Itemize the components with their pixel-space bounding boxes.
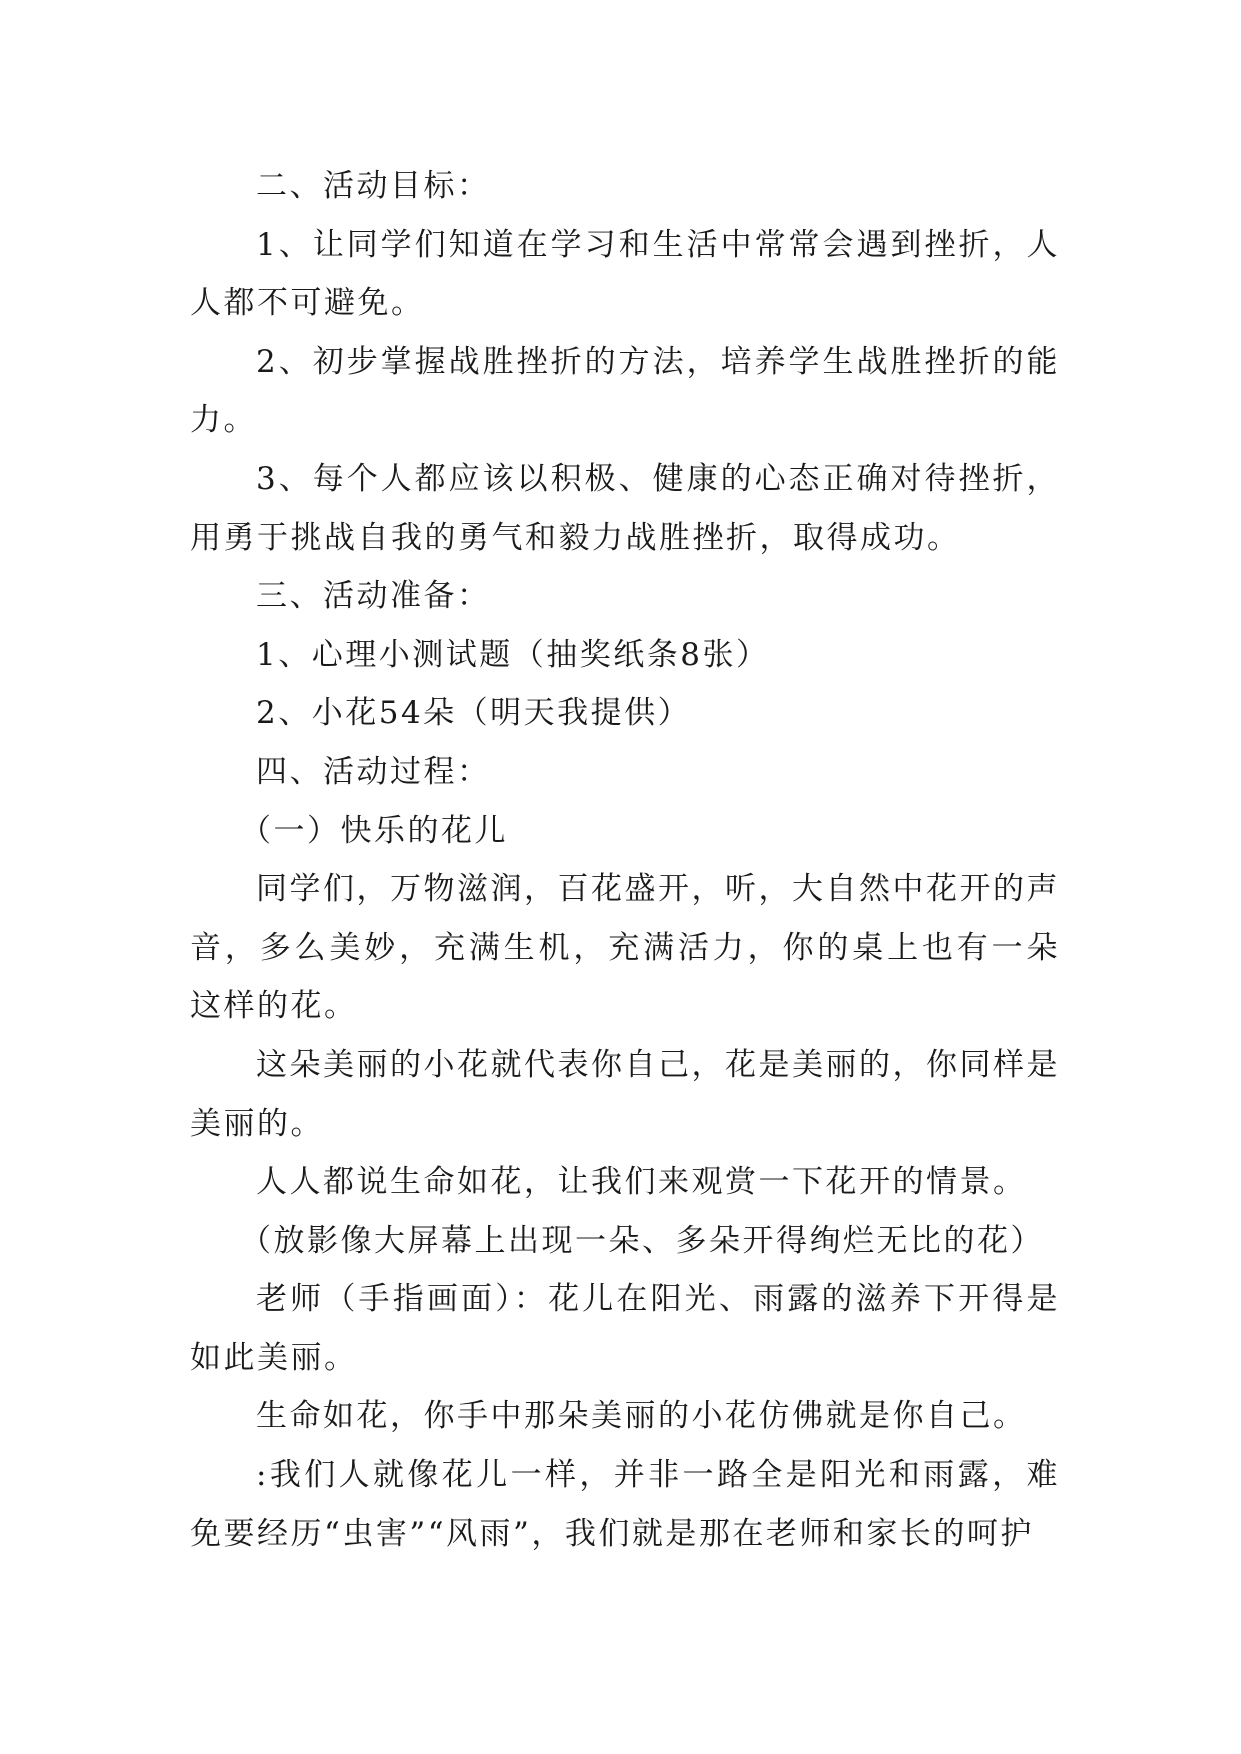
section-heading-process: 四、活动过程： [256,753,491,790]
section-heading-goals: 二、活动目标： [256,168,491,204]
preparation-item-2: 2、小花54朵（明天我提供） [256,695,692,732]
stage-direction: （放影像大屏幕上出现一朵、多朵开得绚烂无比的花） [240,1222,1044,1259]
goal-item-3: 3、每个人都应该以积极、健康的心态正确对待挫折，用勇于挑战自我的勇气和毅力战胜挫折，取得成功。 [190,460,1060,556]
goal-item-1: 1、让同学们知道在学习和生活中常常会遇到挫折，人人都不可避免。 [190,226,1060,322]
section-heading-preparation: 三、活动准备： [256,578,491,615]
body-paragraph: 生命如花，你手中那朵美丽的小花仿佛就是你自己。 [256,1398,1027,1435]
body-paragraph: 老师（手指画面）：花儿在阳光、雨露的滋养下开得是如此美丽。 [190,1281,1060,1376]
goal-item-2: 2、初步掌握战胜挫折的方法，培养学生战胜挫折的能力。 [190,343,1060,439]
body-paragraph: 同学们，万物滋润，百花盛开，听，大自然中花开的声音，多么美妙，充满生机，充满活力，你的桌上也有一朵这样的花。 [190,871,1060,1025]
body-paragraph: 这朵美丽的小花就代表你自己，花是美丽的，你同样是美丽的。 [190,1046,1060,1142]
document-body [190,157,1060,1563]
subsection-heading-happy-flowers: （一）快乐的花儿 [240,812,508,849]
body-paragraph: 人人都说生命如花，让我们来观赏一下花开的情景。 [256,1164,1027,1201]
preparation-item-1: 1、心理小测试题（抽奖纸条8张） [256,636,770,673]
body-paragraph: :我们人就像花儿一样，并非一路全是阳光和雨露，难免要经历“虫害”“风雨”，我们就是那在老师和家长的呵护 [190,1457,1060,1552]
